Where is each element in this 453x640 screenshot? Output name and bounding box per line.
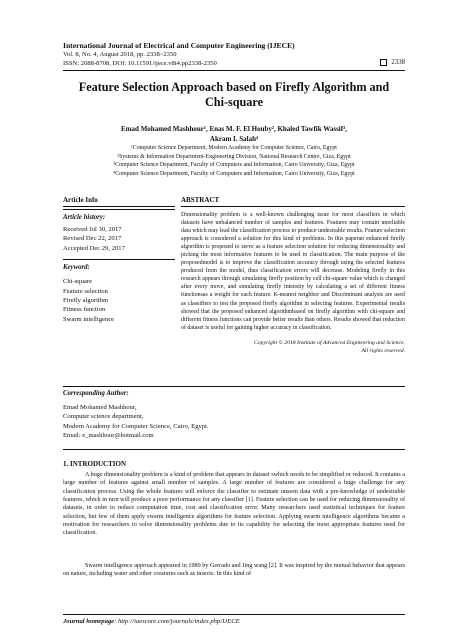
intro-paragraph-1: A huge dimensionality problem is a kind of problem that appears in dataset swhich needs to be simplified or reduced. It contains a large number of features against small number of samples. A large number of features are considered a huge challenge for any classification process. Using the whole features will enforce the classifier to estimate unseen data with a pre-knowledge of undesirable features, which in turn will produce a poor performance for any classifier [1]. Feature selection can be used for reducing dimensionality of datasets, in order to reduce computation time, cost and classification error. Many researchers used statistical techniques for feature selection, but few of them apply swarm intelligence algorithms for feature selection. Applying swarm intelligence algorithms became a motivation for researchers to solve dimensionality problems due to its capability for selecting the most appropriate features used for classification. (63, 472, 405, 537)
footer-label: Journal homepage (63, 618, 115, 625)
copyright-line-2: All rights reserved. (361, 347, 405, 354)
divider (63, 209, 175, 210)
page-number-block (380, 59, 405, 66)
intro-paragraph-2: Swarm intelligence approach appeared in 1989 by Gerrado and Jing wang [2]. It was inspired by the mutual behavior that appears on nature, including water and other creatures such as insects. In this kind of (63, 563, 405, 578)
journal-name: International Journal of Electrical and Computer Engineering (IJECE) (63, 41, 295, 50)
authors-line-1: Emad Mohamed Mashhour¹, Enas M. F. El Houby², Khaled Tawfik Wassif³, (121, 125, 347, 133)
history-heading: Article history: (63, 214, 106, 221)
authors-line-2: Akram I. Salah⁴ (209, 135, 259, 143)
issn-doi: ISSN: 2088-8708, DOI: 10.11591/ijece.v8i4.pp2338-2350 (63, 60, 217, 67)
title-line-1: Feature Selection Approach based on Firefly Algorithm and (78, 80, 390, 94)
title-line-2: Chi-square (204, 95, 263, 109)
keyword-list (63, 277, 175, 324)
authors (63, 124, 405, 144)
received-date: Received Jul 30, 2017 (63, 226, 122, 233)
author-inst: Modern Academy for Computer Science, Cairo, Egypt. (63, 422, 209, 430)
footer (63, 618, 240, 625)
abstract-section (181, 196, 405, 355)
affiliation-2: ²Systems & Information Department-Engineering Division, National Research Centre, Giza, Egypt (117, 153, 351, 160)
keyword: Fitness function (63, 306, 106, 314)
affiliation-1: ¹Computer Science Department, Modern Academy for Computer Science, Cairo, Egypt (131, 145, 337, 151)
keyword: Chi-square (63, 278, 92, 286)
section-heading-introduction: 1. INTRODUCTION (63, 460, 127, 468)
affiliations (63, 144, 405, 178)
keyword: Swarm intelligence (63, 315, 115, 323)
square-bullet-icon (380, 59, 387, 66)
author-name: Emad Mohamed Mashhour, (63, 404, 137, 411)
history-list (63, 225, 175, 253)
paper-title (63, 80, 405, 110)
keyword: Firefly algorithm (63, 297, 109, 305)
corresponding-author (63, 390, 405, 441)
article-info-heading: Article Info (63, 196, 175, 207)
keyword: Feature selection (63, 287, 108, 295)
affiliation-3: ³Computer Science Department, Faculty of Computers and Information, Cairo University, Giza, Egypt (113, 162, 355, 169)
abstract-heading: ABSTRACT (181, 196, 405, 207)
keyword-heading: Keyword: (63, 264, 90, 272)
section-divider (63, 386, 405, 387)
page-number: 2338 (391, 59, 405, 66)
corresponding-heading: Corresponding Author: (63, 390, 129, 397)
copyright (181, 339, 405, 355)
volume-info: Vol. 8, No. 4, August 2018, pp. 2338~2350 (63, 51, 177, 58)
article-info (63, 196, 175, 324)
author-dept: Computer science department, (63, 413, 144, 421)
corresponding-details (63, 403, 405, 441)
accepted-date: Accepted Dec 29, 2017 (63, 244, 125, 252)
section-divider (63, 449, 405, 450)
abstract-text: Dimensionality problem is a well-known challenging issue for most classifiers in which datasets have unbalanced number of samples and features. Features may contain unreliable data which may lead the classification process to produce undesirable results. Feature selection approach is considered a solution for this kind of problems. In this paperan enhanced firefly algorithm is proposed to serve as a feature selection solution for reducing dimensionality and picking the most informative features to be used in classification. The main purpose of the proposedmodel is to improve the classification accuracy through using the selected features produced from the model, thus classification errors will decrease. Modeling firefly in this research appears through simulating firefly position by cell chi-square value which is changed after every move, and simulating firefly intensity by calculating a set of different fitness functionsas a weight for each feature. K-nearest neighbor and Discriminant analysis are used as classifiers to test the proposed firefly algorithm in selecting features. Experimental results showed that the proposed enhanced algorithmbased on firefly algorithm with chi-square and different fitness functions can provide better results than others. Results showed that reduction of dataset is useful for gaining higher accuracy in classification. (181, 212, 405, 331)
header-rule (63, 70, 405, 71)
revised-date: Revised Dec 22, 2017 (63, 235, 122, 243)
author-email: Email: e_mashhour@hotmail.com (63, 432, 154, 440)
divider (63, 259, 175, 260)
affiliation-4: ⁴Computer Science Department, Faculty of Computers and Information, Cairo University, Giza, Egypt (113, 170, 355, 177)
copyright-line-1: Copyright © 2018 Institute of Advanced Engineering and Science. (254, 339, 405, 346)
footer-rule (63, 614, 405, 615)
footer-url[interactable]: : http://iaescore.com/journals/index.php/IJECE (114, 618, 240, 625)
